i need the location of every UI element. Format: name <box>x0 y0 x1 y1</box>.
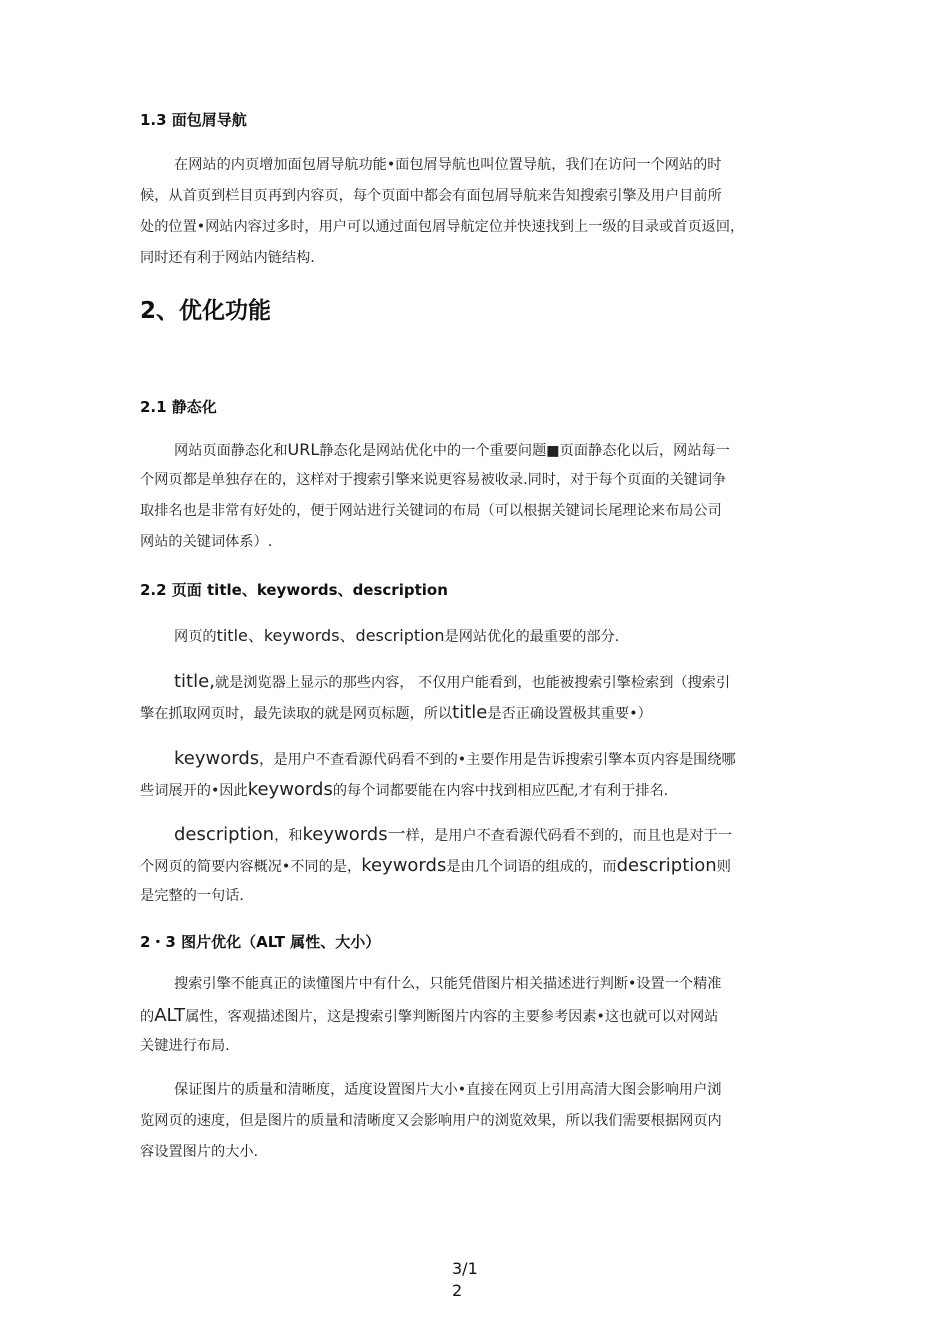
text-run: 是否正确设置极其重要•） <box>487 706 652 722</box>
text-run: title <box>452 702 488 723</box>
text-run: 是由几个词语的组成的，而 <box>446 859 617 875</box>
text-line: 容设置图片的大小. <box>140 1144 259 1160</box>
text-line: 网站的关键词体系）. <box>140 534 273 550</box>
paragraph-title <box>140 666 812 728</box>
text-run: 的 <box>140 1009 155 1025</box>
text-line: 览网页的速度，但是图片的质量和清晰度又会影响用户的浏览效果，所以我们需要根据网页内 <box>140 1113 722 1129</box>
paragraph-description <box>140 819 812 912</box>
text-run: 的每个词都要能在内容中找到相应匹配,才有利于排名. <box>332 783 669 799</box>
text-run: 是网站优化的最重要的部分. <box>444 629 620 645</box>
heading-2: 2、优化功能 <box>140 298 272 324</box>
text-run: description <box>616 855 717 876</box>
text-run: 样，是用户不查看源代码看不到的，而且也是对于一 <box>405 828 732 844</box>
text-line <box>140 743 812 774</box>
text-line <box>140 666 812 697</box>
text-line: 在网站的内页增加面包屑导航功能•面包屑导航也叫位置导航，我们在访问一个网站的时 <box>174 157 722 173</box>
heading-2-2: 2.2 页面 title、keywords、description <box>140 581 448 599</box>
text-run: 则 <box>716 859 731 875</box>
text-line <box>140 1000 812 1031</box>
text-run: title, <box>174 671 215 692</box>
text-run: 些词展开的•因此 <box>140 783 248 799</box>
text-line: 是完整的一句话. <box>140 888 244 904</box>
text-run: 网站页面静态化和 <box>174 443 288 459</box>
text-run: 网页的 <box>174 629 217 645</box>
text-line <box>140 697 812 728</box>
text-run: keywords <box>361 855 447 876</box>
text-line <box>140 850 812 881</box>
text-line: 取排名也是非常有好处的，便于网站进行关键词的布局（可以根据关键词长尾理论来布局公司 <box>140 503 722 519</box>
page-number <box>452 1258 492 1302</box>
text-line: 个网页都是单独存在的，这样对于搜索引擎来说更容易被收录.同时，对于每个页面的关键词争 <box>140 472 727 488</box>
text-run: ，是用户不查看源代码看不到的•主要作用是告诉搜索引擎本页内容是围绕哪 <box>259 752 736 768</box>
text-run: title、keywords、description <box>216 626 445 645</box>
text-line: 同时还有利于网站内链结构. <box>140 250 315 266</box>
heading-1-3: 1.3 面包屑导航 <box>140 111 247 129</box>
text-run: 擎在抓取网页时，最先读取的就是网页标题，所以 <box>140 706 453 722</box>
paragraph-meta-intro <box>140 620 812 651</box>
text-line: 候，从首页到栏目页再到内容页，每个页面中都会有面包屑导航来告知搜索引擎及用户目前所 <box>140 188 722 204</box>
text-run: keywords <box>174 748 260 769</box>
text-run: URL <box>287 440 320 459</box>
text-run: 就是浏览器上显示的那些内容， 不仅用户能看到，也能被搜索引擎检索到（搜索引 <box>214 675 731 691</box>
text-line: 搜索引擎不能真正的读懂图片中有什么，只能凭借图片相关描述进行判断•设置一个精准 <box>174 976 722 992</box>
text-line: 处的位置•网站内容过多时，用户可以通过面包屑导航定位并快速找到上一级的目录或首页返回， <box>140 219 745 235</box>
text-line <box>140 620 812 651</box>
text-run: keywords一 <box>302 824 406 845</box>
text-run: 静态化是网站优化中的一个重要问题■页面静态化以后，网站每一 <box>319 443 730 459</box>
text-run: description <box>174 824 275 845</box>
text-run: keywords <box>247 779 333 800</box>
text-run: ALT <box>154 1005 186 1026</box>
text-run: 属性，客观描述图片，这是搜索引擎判断图片内容的主要参考因素•这也就可以对网站 <box>185 1009 719 1025</box>
paragraph-breadcrumb <box>140 150 812 274</box>
text-line: 关键进行布局. <box>140 1038 230 1054</box>
heading-2-1: 2.1 静态化 <box>140 398 217 416</box>
paragraph-static <box>140 434 812 558</box>
text-run: 个网页的简要内容概况•不同的是， <box>140 859 362 875</box>
paragraph-image-size <box>140 1075 812 1168</box>
text-line <box>140 819 812 850</box>
text-run: ，和 <box>274 828 303 844</box>
paragraph-keywords <box>140 743 812 805</box>
text-line: 保证图片的质量和清晰度，适度设置图片大小•直接在网页上引用高清大图会影响用户浏 <box>174 1082 722 1098</box>
text-line <box>140 434 812 465</box>
paragraph-alt <box>140 969 812 1062</box>
text-line <box>140 774 812 805</box>
heading-2-3: 2・3 图片优化（ALT 属性、大小） <box>140 933 381 951</box>
page-number-line: 2 <box>452 1281 463 1300</box>
page-number-line: 3/1 <box>452 1259 478 1278</box>
